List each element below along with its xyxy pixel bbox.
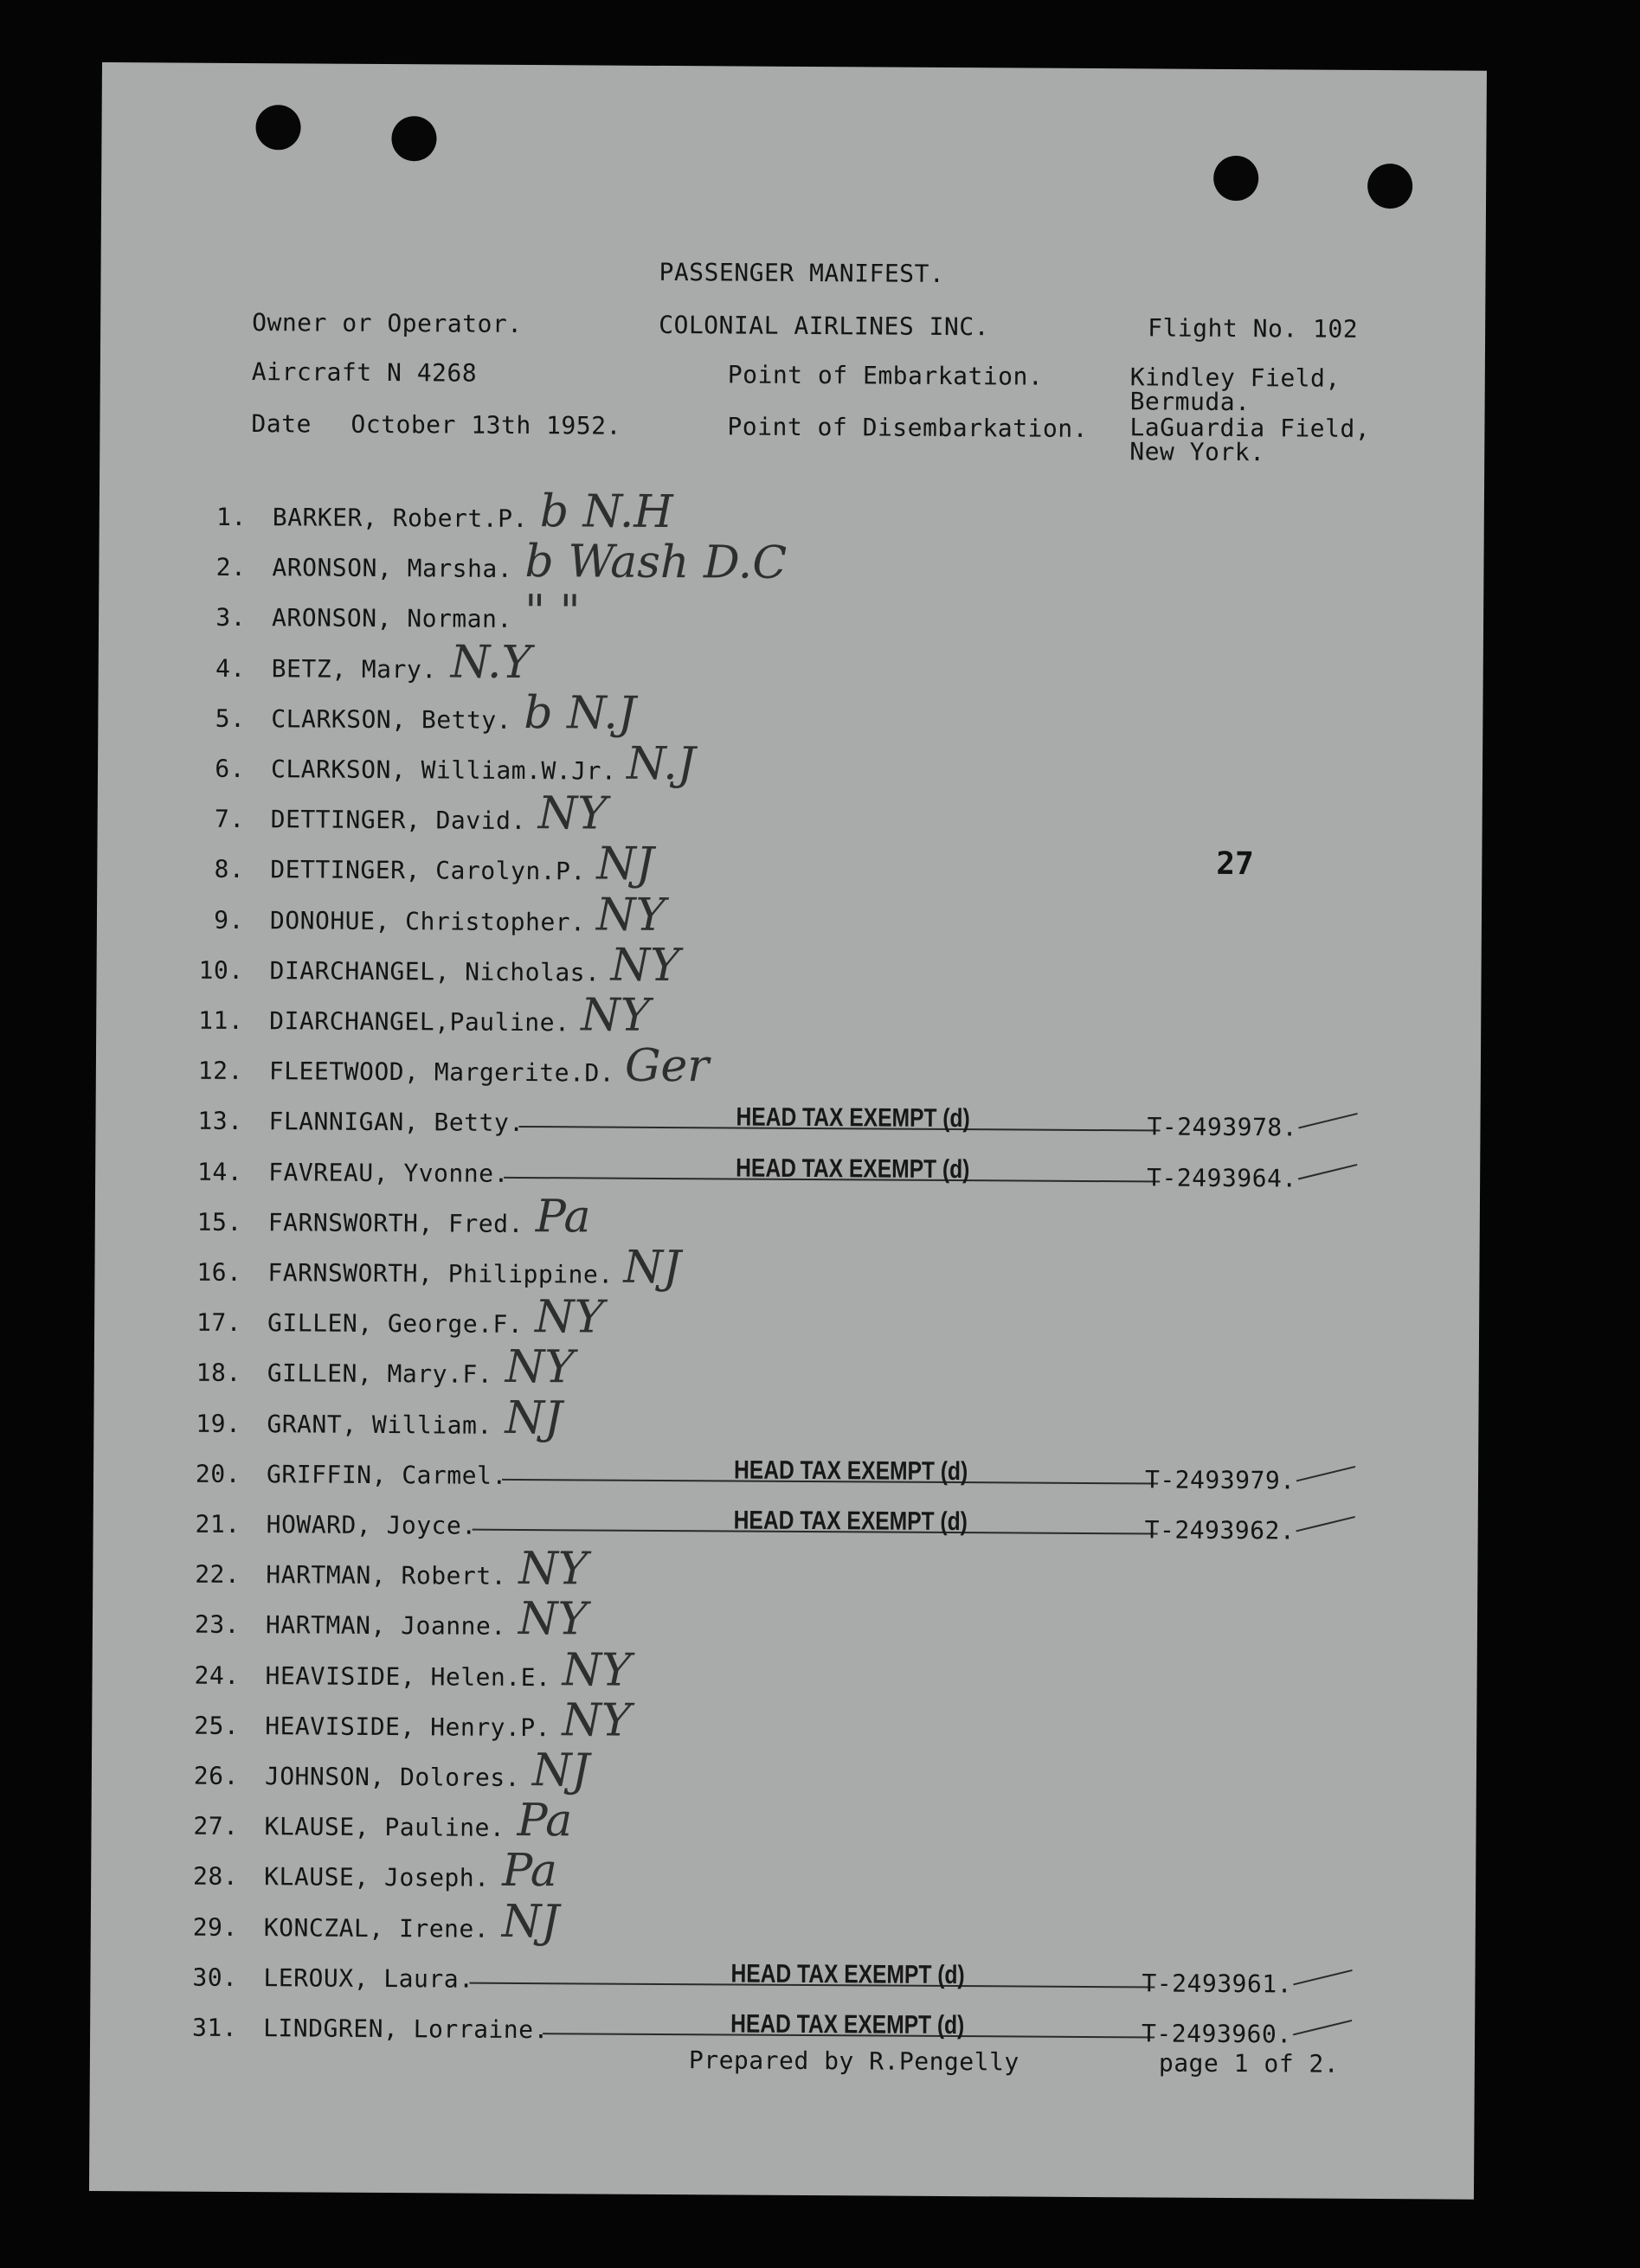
passenger-number: 24. xyxy=(194,1661,240,1691)
passenger-name: FARNSWORTH, Fred. xyxy=(267,1208,524,1238)
passenger-name: HEAVISIDE, Helen.E. xyxy=(265,1661,551,1693)
passenger-name: DIARCHANGEL, Nicholas. xyxy=(269,956,601,987)
passenger-number: 7. xyxy=(214,804,245,834)
head-tax-exempt-stamp: HEAD TAX EXEMPT (d) xyxy=(736,1102,970,1134)
passenger-name: DETTINGER, David. xyxy=(270,805,526,836)
passenger-number: 31. xyxy=(191,2013,238,2042)
check-mark xyxy=(1296,1466,1355,1481)
handwritten-birthplace: NY xyxy=(518,1542,588,1596)
handwritten-birthplace: NY xyxy=(534,1291,605,1344)
punch-hole-4 xyxy=(1367,164,1412,209)
handwritten-birthplace: NY xyxy=(562,1644,632,1697)
passenger-number: 23. xyxy=(194,1609,241,1640)
passenger-number: 5. xyxy=(215,704,246,734)
passenger-name: LEROUX, Laura. xyxy=(263,1963,474,1994)
passenger-number: 27. xyxy=(193,1811,239,1841)
check-mark xyxy=(1296,1516,1354,1532)
handwritten-birthplace: NY xyxy=(505,1340,575,1394)
handwritten-birthplace: b N.J xyxy=(524,686,636,740)
embarkation-label: Point of Embarkation. xyxy=(727,360,1044,391)
passenger-number: 4. xyxy=(215,653,246,684)
passenger-number: 6. xyxy=(215,754,246,784)
ticket-number: T-2493964. xyxy=(1147,1163,1297,1193)
disembarkation-place-2: New York. xyxy=(1129,437,1265,467)
passenger-number: 20. xyxy=(195,1459,241,1489)
ticket-number: T-2493961. xyxy=(1142,1969,1293,1999)
passenger-name: BARKER, Robert.P. xyxy=(272,503,528,534)
manifest-sheet xyxy=(89,62,1487,2200)
passenger-name: HARTMAN, Robert. xyxy=(266,1560,507,1590)
passenger-number: 13. xyxy=(197,1106,243,1136)
embarkation-place-2: Bermuda. xyxy=(1129,387,1251,417)
handwritten-birthplace: Pa xyxy=(502,1844,558,1898)
ticket-number: T-2493978. xyxy=(1147,1112,1298,1142)
head-tax-exempt-stamp: HEAD TAX EXEMPT (d) xyxy=(730,2009,965,2040)
head-tax-exempt-stamp: HEAD TAX EXEMPT (d) xyxy=(733,1506,968,1537)
passenger-number: 21. xyxy=(195,1509,241,1539)
head-tax-exempt-stamp: HEAD TAX EXEMPT (d) xyxy=(733,1455,968,1487)
passenger-name: ARONSON, Marsha. xyxy=(272,553,513,583)
passenger-number: 14. xyxy=(196,1157,243,1187)
handwritten-birthplace: NY xyxy=(537,787,608,840)
prepared-by: Prepared by R.Pengelly xyxy=(688,2046,1019,2077)
passenger-number: 19. xyxy=(196,1409,241,1439)
passenger-name: ARONSON, Norman. xyxy=(271,603,512,633)
passenger-name: FLEETWOOD, Margerite.D. xyxy=(268,1057,615,1088)
passenger-number: 8. xyxy=(214,854,245,884)
passenger-number: 10. xyxy=(198,955,244,986)
passenger-name: GILLEN, Mary.F. xyxy=(267,1359,493,1389)
handwritten-birthplace: NY xyxy=(518,1592,588,1646)
handwritten-birthplace: NJ xyxy=(623,1241,682,1295)
passenger-name: KLAUSE, Joseph. xyxy=(264,1862,490,1892)
passenger-name: GRANT, William. xyxy=(267,1410,492,1440)
embarkation-place: Kindley Field, xyxy=(1129,363,1341,393)
owner-value: COLONIAL AIRLINES INC. xyxy=(659,310,990,342)
passenger-number: 9. xyxy=(214,905,245,935)
disembarkation-place: LaGuardia Field, xyxy=(1129,413,1371,443)
check-mark xyxy=(1298,1164,1357,1179)
handwritten-birthplace: NJ xyxy=(596,838,654,890)
handwritten-birthplace: b Wash D.C xyxy=(524,535,788,589)
handwritten-birthplace: Ger xyxy=(624,1039,710,1093)
passenger-name: CLARKSON, Betty. xyxy=(271,704,512,735)
page-count: page 1 of 2. xyxy=(1158,2048,1340,2078)
check-mark xyxy=(1293,2020,1352,2035)
passenger-name: HEAVISIDE, Henry.P. xyxy=(265,1712,551,1743)
passenger-number: 26. xyxy=(193,1761,240,1791)
handwritten-birthplace: b N.H xyxy=(539,485,673,539)
passenger-number: 16. xyxy=(196,1257,242,1288)
passenger-name: FARNSWORTH, Philippine. xyxy=(267,1258,614,1289)
owner-label: Owner or Operator. xyxy=(252,308,523,338)
passenger-number: 12. xyxy=(197,1056,243,1086)
folio-number: 27 xyxy=(1216,845,1254,883)
passenger-name: KLAUSE, Pauline. xyxy=(264,1812,505,1842)
passenger-name: DONOHUE, Christopher. xyxy=(269,906,586,937)
handwritten-birthplace: N.Y xyxy=(450,636,531,690)
handwritten-birthplace: NY xyxy=(595,889,666,941)
passenger-name: KONCZAL, Irene. xyxy=(263,1913,490,1944)
passenger-number: 25. xyxy=(194,1711,240,1741)
passenger-name: BETZ, Mary. xyxy=(271,654,437,684)
passenger-number: 17. xyxy=(196,1307,242,1338)
check-mark xyxy=(1298,1113,1357,1128)
head-tax-exempt-stamp: HEAD TAX EXEMPT (d) xyxy=(730,1959,965,1990)
passenger-name: DETTINGER, Carolyn.P. xyxy=(270,855,586,886)
passenger-name: LINDGREN, Lorraine. xyxy=(263,2014,550,2045)
passenger-name: GRIFFIN, Carmel. xyxy=(266,1460,507,1490)
flight-number: Flight No. 102 xyxy=(1148,313,1359,344)
passenger-name: FLANNIGAN, Betty. xyxy=(268,1107,524,1138)
passenger-number: 29. xyxy=(192,1912,238,1942)
handwritten-birthplace: NY xyxy=(610,939,680,993)
passenger-number: 11. xyxy=(198,1006,244,1036)
punch-hole-2 xyxy=(391,116,436,161)
handwritten-birthplace: NY xyxy=(562,1694,632,1747)
handwritten-birthplace: " " xyxy=(524,585,581,639)
passenger-name: HARTMAN, Joanne. xyxy=(265,1610,506,1641)
handwritten-birthplace: Pa xyxy=(535,1191,591,1243)
handwritten-birthplace: N.J xyxy=(626,737,696,791)
passenger-number: 2. xyxy=(215,552,247,582)
handwritten-birthplace: Pa xyxy=(517,1794,573,1847)
passenger-number: 1. xyxy=(215,502,247,532)
aircraft-number: Aircraft N 4268 xyxy=(251,357,478,388)
disembarkation-label: Point of Disembarkation. xyxy=(727,412,1089,443)
date-label: Date xyxy=(251,409,312,439)
check-mark xyxy=(1293,1969,1352,1985)
handwritten-birthplace: NJ xyxy=(501,1895,560,1949)
handwritten-birthplace: NJ xyxy=(505,1391,563,1445)
passenger-name: HOWARD, Joyce. xyxy=(266,1510,477,1540)
ticket-number: T-2493962. xyxy=(1144,1515,1296,1545)
passenger-number: 30. xyxy=(192,1963,238,1992)
passenger-number: 15. xyxy=(196,1207,242,1237)
ticket-number: T-2493960. xyxy=(1142,2019,1292,2049)
passenger-name: FAVREAU, Yvonne. xyxy=(268,1158,509,1188)
handwritten-birthplace: NJ xyxy=(531,1744,590,1797)
passenger-name: GILLEN, George.F. xyxy=(267,1308,524,1339)
ticket-number: T-2493979. xyxy=(1144,1465,1296,1495)
passenger-number: 3. xyxy=(215,602,247,633)
passenger-name: CLARKSON, William.W.Jr. xyxy=(270,755,617,786)
passenger-number: 18. xyxy=(196,1358,241,1388)
punch-hole-3 xyxy=(1213,156,1258,201)
passenger-number: 22. xyxy=(195,1559,241,1590)
passenger-number: 28. xyxy=(193,1861,239,1891)
manifest-title: PASSENGER MANIFEST. xyxy=(659,257,945,288)
flight-date: October 13th 1952. xyxy=(351,409,621,440)
passenger-name: JOHNSON, Dolores. xyxy=(264,1762,521,1792)
head-tax-exempt-stamp: HEAD TAX EXEMPT (d) xyxy=(736,1153,970,1185)
passenger-name: DIARCHANGEL,Pauline. xyxy=(269,1006,570,1038)
handwritten-birthplace: NY xyxy=(581,989,651,1042)
punch-hole-1 xyxy=(255,105,300,150)
